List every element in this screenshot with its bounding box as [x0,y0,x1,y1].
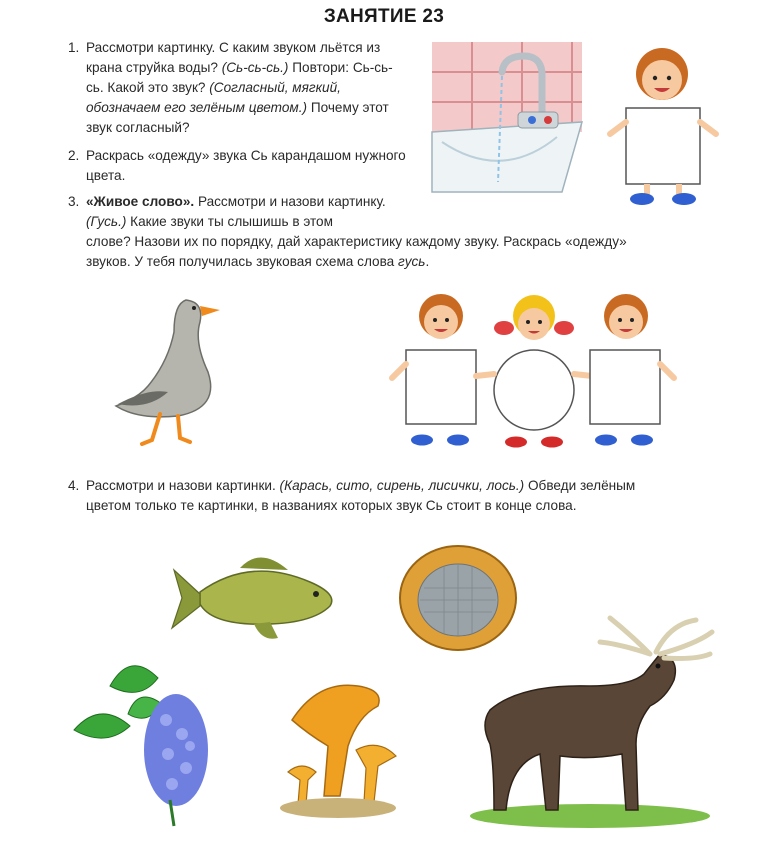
fish-illustration [170,542,340,652]
task-3-bold: «Живое слово». [86,194,195,209]
task-3-text-c: звуков. У тебя получилась звуковая схема слова [86,254,395,269]
task-1 [68,38,410,138]
task-3-italic-a: (Гусь.) [86,214,127,229]
task-3-italic-c: гусь [398,254,426,269]
task-4-italic-a: (Карась, сито, сирень, лисички, лось.) [279,478,525,493]
goose-illustration [108,292,228,452]
chanterelle-illustration [278,676,408,826]
task-3-text-b: Какие звуки ты слышишь в этом [130,214,333,229]
task-2 [68,146,410,186]
child-figure-1 [604,42,724,207]
task-1-number: 1. [68,40,80,55]
task-4-line-2: цветом только те картинки, в названиях которых звук Сь стоит в конце слова. [86,498,577,513]
sound-scheme-children [386,294,686,454]
task-1-italic-b: (Согласный, мягкий, обозначаем его зелёным цветом.) [86,80,341,115]
task-1-text-a: Рассмотри картинку. С каким звуком льётся из крана струйка воды? [86,40,381,75]
task-1-text-b: Повтори: Сь-сь-сь. Какой это звук? [86,60,393,95]
task-2-text: Раскрась «одежду» звука Сь карандашом нужного цвета. [86,148,406,183]
task-3-end: . [425,254,430,269]
task-3-number: 3. [68,194,80,209]
task-4-number: 4. [68,478,80,493]
faucet-illustration [432,42,592,192]
task-4-text-b: Обведи зелёным [527,478,636,493]
moose-illustration [460,614,720,834]
task-3-text-a: Рассмотри и назови картинку. [197,194,386,209]
task-1-italic-a: (Сь-сь-сь.) [221,60,289,75]
page-title: ЗАНЯТИЕ 23 [323,6,445,27]
task-3-line-3 [86,252,766,272]
lilac-illustration [70,650,220,830]
task-1-text-c: Почему этот звук согласный? [86,100,389,135]
task-3-line-2: слове? Назови их по порядку, дай характеристику каждому звуку. Раскрась «одежду» [86,234,627,249]
task-4 [68,476,768,496]
task-4-text-a: Рассмотри и назови картинки. [86,478,276,493]
task-2-number: 2. [68,148,80,163]
task-3 [68,192,410,232]
